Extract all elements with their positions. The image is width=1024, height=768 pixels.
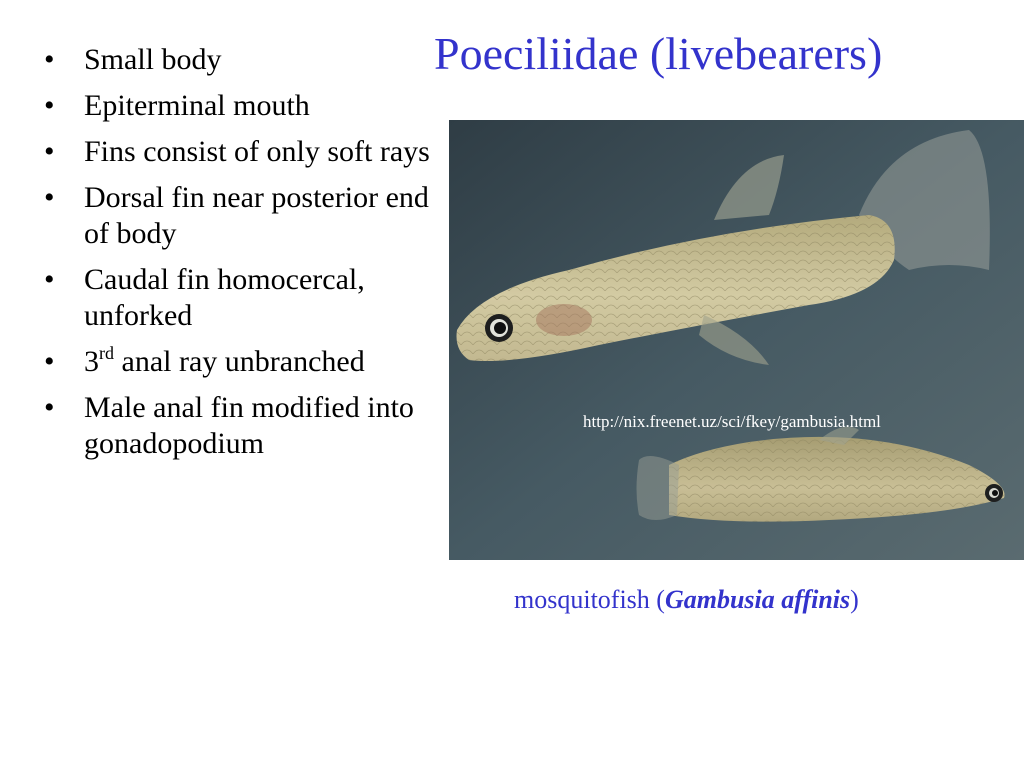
photo-source-url: http://nix.freenet.uz/sci/fkey/gambusia.html — [583, 412, 881, 431]
bullet-item — [40, 262, 460, 334]
bullet-text: Caudal fin homocercal, unforked — [84, 263, 365, 332]
bullet-text: Fins consist of only soft rays — [84, 135, 430, 168]
bullet-text: Small body — [84, 43, 222, 76]
bullet-ordinal: 3 — [84, 345, 99, 378]
bullet-item — [40, 42, 460, 78]
bullet-item — [40, 344, 460, 380]
fish-photo — [449, 120, 1024, 560]
photo-caption — [514, 585, 859, 615]
bullet-list — [40, 42, 460, 472]
bullet-text: Dorsal fin near posterior end of body — [84, 181, 429, 250]
caption-close-paren: ) — [850, 585, 859, 614]
slide-title: Poeciliidae (livebearers) — [434, 28, 883, 79]
bullet-item — [40, 390, 460, 462]
caption-scientific-name: Gambusia affinis — [664, 585, 851, 614]
bullet-text: Male anal fin modified into gonadopodium — [84, 391, 414, 460]
bullet-item — [40, 134, 460, 170]
caption-common-name: mosquitofish ( — [514, 585, 665, 614]
bullet-item — [40, 180, 460, 252]
bullet-item — [40, 88, 460, 124]
bullet-text: anal ray unbranched — [114, 345, 365, 378]
bullet-text: Epiterminal mouth — [84, 89, 310, 122]
bullet-superscript: rd — [99, 343, 114, 363]
